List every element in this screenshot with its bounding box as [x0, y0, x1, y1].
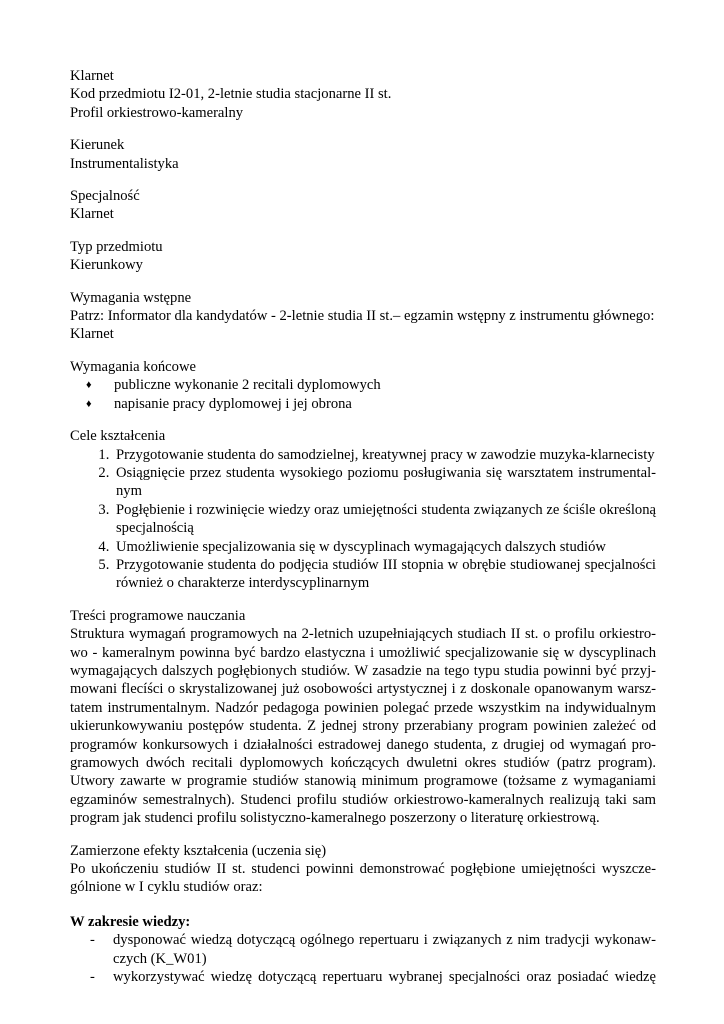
- subject-title: Klarnet: [70, 68, 114, 84]
- dash-bullet-icon: -: [90, 932, 95, 949]
- subject-profile: Profil orkiestrowo-kameralny: [70, 104, 244, 121]
- wymagania-koncowe-section: [70, 358, 656, 413]
- paragraph-line: programów konkursowych i działalności estradowej danego studenta, z drugiej od wymagań pro-: [70, 736, 656, 753]
- paragraph-line: tatem instrumentalnym. Nadzór pedagoga powinien polegać przede wszystkim na indywidualnym: [70, 699, 656, 716]
- list-item: 1. Przygotowanie studenta do samodzielnej, kreatywnej pracy w zawodzie muzyka-klarnecisty: [113, 446, 656, 464]
- diamond-bullet-icon: ♦: [86, 397, 92, 410]
- specjalnosc-label: Specjalność: [70, 188, 140, 205]
- subject-code: Kod przedmiotu I2-01, 2-letnie studia stacjonarne II st.: [70, 86, 392, 103]
- efekty-line1: Po ukończeniu studiów II st. studenci powinni demonstrować pogłębione umiejętności wyszcze-: [70, 861, 656, 878]
- efekty-section: [70, 842, 656, 897]
- list-item: 5. Przygotowanie studenta do podjęcia studiów III stopnia w obrębie studiowanej specjalności również o charakterze interdyscyplinarnym: [113, 556, 656, 593]
- typ-section: [70, 238, 656, 275]
- wiedza-heading: W zakresie wiedzy:: [70, 913, 191, 930]
- paragraph-line: program jak studenci profilu solistyczno-kameralnego poszerzony o literaturę orkiestrową.: [70, 810, 600, 827]
- kierunek-label: Kierunek: [70, 137, 125, 154]
- paragraph-line: Utwory zawarte w programie studiów stanowią minimum programowe (tożsame z wymaganiami: [70, 773, 656, 790]
- wymagania-wstepne-line1: Patrz: Informator dla kandydatów - 2-letnie studia II st.– egzamin wstępny z instrumentu głównego:: [70, 308, 655, 325]
- efekty-label: Zamierzone efekty kształcenia (uczenia się): [70, 842, 327, 859]
- list-item: 3. Pogłębienie i rozwinięcie wiedzy oraz umiejętności studenta związanych ze ściśle określoną specjalnością: [113, 501, 656, 538]
- kierunek-value: Instrumentalistyka: [70, 155, 179, 172]
- typ-label: Typ przedmiotu: [70, 238, 163, 255]
- header-block: [70, 67, 656, 122]
- wiedza-section: [70, 913, 656, 987]
- specjalnosc-value: Klarnet: [70, 206, 114, 223]
- tresci-label: Treści programowe nauczania: [70, 607, 246, 624]
- cele-label: Cele kształcenia: [70, 428, 166, 445]
- typ-value: Kierunkowy: [70, 257, 143, 274]
- kierunek-section: [70, 136, 656, 173]
- wymagania-koncowe-list: [70, 376, 656, 413]
- tresci-section: [70, 607, 656, 828]
- paragraph-line: wymagających dalszych pogłębionych studiów. W zasadzie na tego typu studia powinni być przyj-: [70, 662, 656, 679]
- document-page: [70, 67, 656, 986]
- wymagania-wstepne-label: Wymagania wstępne: [70, 289, 192, 306]
- efekty-line2: gólnione w I cyklu studiów oraz:: [70, 879, 263, 896]
- paragraph-line: egzaminów semestralnych). Studenci profilu studiów orkiestrowo-kameralnych realizują taki sam: [70, 791, 656, 808]
- cele-section: [70, 427, 656, 593]
- list-item: ♦ publiczne wykonanie 2 recitali dyplomowych: [86, 377, 381, 394]
- wymagania-wstepne-section: [70, 289, 656, 344]
- paragraph-line: Struktura wymagań programowych na 2-letnich uzupełniających studiach II st. o profilu orkiestro-: [70, 626, 656, 643]
- paragraph-line: wo - kameralnym powinna być bardzo elastyczna i umożliwić specjalizowanie się w dyscyplinach: [70, 644, 656, 661]
- wymagania-koncowe-label: Wymagania końcowe: [70, 358, 196, 375]
- wymagania-wstepne-line2: Klarnet: [70, 326, 114, 343]
- diamond-bullet-icon: ♦: [86, 379, 92, 392]
- list-item: - dysponować wiedzą dotyczącą ogólnego repertuaru i związanych z nim tradycji wykonaw- czych (K_W01): [90, 932, 656, 967]
- list-item: - wykorzystywać wiedzę dotyczącą repertuaru wybranej specjalności oraz posiadać wiedzę: [90, 969, 656, 986]
- paragraph-line: mowani flecíści o skrystalizowanej już osobowości artystycznej i z doskonale opanowanym warsz-: [70, 681, 656, 698]
- specjalnosc-section: [70, 187, 656, 224]
- paragraph-line: ukierunkowywaniu postępów studenta. Z jednej strony przerabiany program powinien zależeć od: [70, 718, 656, 735]
- wiedza-list: [70, 931, 656, 986]
- dash-bullet-icon: -: [90, 969, 95, 986]
- paragraph-line: gramowych dwóch recitali dyplomowych kończących dwuletni okres studiów (patrz program).: [70, 755, 656, 771]
- list-item: 2. Osiągnięcie przez studenta wysokiego poziomu posługiwania się warsztatem instrumental- nym: [113, 464, 656, 501]
- cele-list: [70, 446, 656, 593]
- list-item: ♦ napisanie pracy dyplomowej i jej obrona: [86, 395, 352, 412]
- list-item: 4. Umożliwienie specjalizowania się w dyscyplinach wymagających dalszych studiów: [113, 538, 656, 556]
